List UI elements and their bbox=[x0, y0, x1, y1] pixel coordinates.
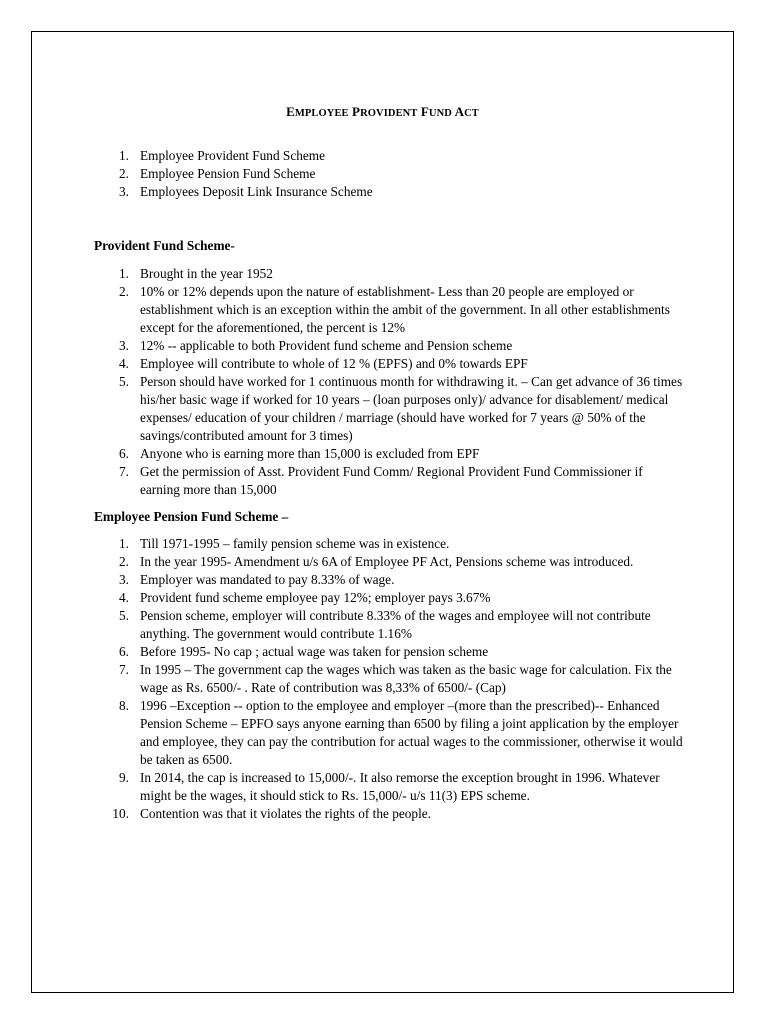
list-number: 5. bbox=[119, 374, 129, 389]
list-item bbox=[94, 373, 684, 445]
list-number: 4. bbox=[119, 356, 129, 371]
list-text: 1996 –Exception -- option to the employee and employer –(more than the prescribed)-- Enhanced Pension Scheme – EPFO says anyone earning than 6500 by filing a joint application by the employer and employee, they can pay the contribution for actual wages to the commissioner, otherwise it would be taken as 6500. bbox=[140, 698, 683, 767]
title-smallcaps: ROVIDENT bbox=[360, 108, 418, 119]
list-item bbox=[94, 607, 684, 643]
list-text: Employee will contribute to whole of 12 % (EPFS) and 0% towards EPF bbox=[140, 356, 528, 371]
list-number: 9. bbox=[119, 770, 129, 785]
list-text: Person should have worked for 1 continuous month for withdrawing it. – Can get advance of 36 times his/her basic wage if worked for 10 years – (loan purposes only)/ advance for disablement/ medical expenses/ education of your children / marriage (should have worked for 7 years @ 50% of the savings/contributed amount for 3 times) bbox=[140, 374, 683, 443]
list-item bbox=[94, 265, 684, 283]
list-number: 3. bbox=[119, 184, 129, 199]
list-number: 2. bbox=[119, 284, 129, 299]
list-number: 6. bbox=[119, 644, 129, 659]
list-item bbox=[94, 571, 684, 589]
provident-fund-list bbox=[94, 265, 684, 499]
list-number: 1. bbox=[119, 536, 129, 551]
list-item bbox=[94, 643, 684, 661]
list-item bbox=[94, 553, 684, 571]
list-item bbox=[94, 337, 684, 355]
pension-fund-list bbox=[94, 535, 684, 823]
list-item bbox=[94, 697, 684, 769]
list-number: 3. bbox=[119, 572, 129, 587]
section-heading-pension-fund: Employee Pension Fund Scheme – bbox=[94, 509, 289, 524]
list-text: Anyone who is earning more than 15,000 is excluded from EPF bbox=[140, 446, 480, 461]
list-item bbox=[94, 463, 684, 499]
intro-list bbox=[94, 147, 684, 201]
list-number: 4. bbox=[119, 590, 129, 605]
list-item bbox=[94, 355, 684, 373]
list-text: Employer was mandated to pay 8.33% of wage. bbox=[140, 572, 395, 587]
title-smallcaps: CT bbox=[464, 108, 479, 119]
list-text: Employees Deposit Link Insurance Scheme bbox=[140, 184, 373, 199]
list-item bbox=[94, 283, 684, 337]
list-number: 1. bbox=[119, 148, 129, 163]
list-item bbox=[94, 183, 684, 201]
document-page bbox=[31, 31, 734, 993]
list-item bbox=[94, 769, 684, 805]
section-heading-provident-fund: Provident Fund Scheme- bbox=[94, 238, 235, 253]
list-text: In 1995 – The government cap the wages which was taken as the basic wage for calculation. Fix the wage as Rs. 6500/- . Rate of contribution was 8,33% of 6500/- (Cap) bbox=[140, 662, 672, 695]
title-initial: A bbox=[454, 104, 465, 119]
list-text: 10% or 12% depends upon the nature of establishment- Less than 20 people are employed or establishment which is an exception within the ambit of the government. In all other establishments except for the aforementioned, the percent is 12% bbox=[140, 284, 670, 335]
list-text: Employee Provident Fund Scheme bbox=[140, 148, 326, 163]
document-body bbox=[94, 147, 684, 823]
list-text: 12% -- applicable to both Provident fund scheme and Pension scheme bbox=[140, 338, 513, 353]
list-item bbox=[94, 805, 684, 823]
title-initial: E bbox=[286, 104, 295, 119]
list-item bbox=[94, 589, 684, 607]
title-initial: F bbox=[420, 104, 429, 119]
list-number: 10. bbox=[112, 806, 129, 821]
list-text: Before 1995- No cap ; actual wage was taken for pension scheme bbox=[140, 644, 489, 659]
list-item bbox=[94, 661, 684, 697]
title-smallcaps: MPLOYEE bbox=[294, 108, 349, 119]
list-item bbox=[94, 147, 684, 165]
list-text: Till 1971-1995 – family pension scheme was in existence. bbox=[140, 536, 450, 551]
list-text: Pension scheme, employer will contribute 8.33% of the wages and employee will not contribute anything. The government would contribute 1.16% bbox=[140, 608, 651, 641]
document-title bbox=[32, 103, 733, 123]
title-initial: P bbox=[352, 104, 361, 119]
list-item bbox=[94, 165, 684, 183]
list-number: 5. bbox=[119, 608, 129, 623]
title-smallcaps: UND bbox=[428, 108, 452, 119]
list-text: Employee Pension Fund Scheme bbox=[140, 166, 316, 181]
list-number: 6. bbox=[119, 446, 129, 461]
list-item bbox=[94, 535, 684, 553]
list-text: Contention was that it violates the rights of the people. bbox=[140, 806, 431, 821]
list-number: 2. bbox=[119, 166, 129, 181]
list-number: 8. bbox=[119, 698, 129, 713]
list-text: In 2014, the cap is increased to 15,000/-. It also remorse the exception brought in 1996. Whatever might be the wages, it should stick to Rs. 15,000/- u/s 11(3) EPS scheme. bbox=[140, 770, 660, 803]
list-text: Brought in the year 1952 bbox=[140, 266, 273, 281]
list-item bbox=[94, 445, 684, 463]
list-number: 2. bbox=[119, 554, 129, 569]
list-number: 1. bbox=[119, 266, 129, 281]
list-number: 3. bbox=[119, 338, 129, 353]
list-number: 7. bbox=[119, 662, 129, 677]
list-text: Provident fund scheme employee pay 12%; employer pays 3.67% bbox=[140, 590, 491, 605]
list-text: Get the permission of Asst. Provident Fund Comm/ Regional Provident Fund Commissioner if earning more than 15,000 bbox=[140, 464, 643, 497]
list-number: 7. bbox=[119, 464, 129, 479]
list-text: In the year 1995- Amendment u/s 6A of Employee PF Act, Pensions scheme was introduced. bbox=[140, 554, 634, 569]
